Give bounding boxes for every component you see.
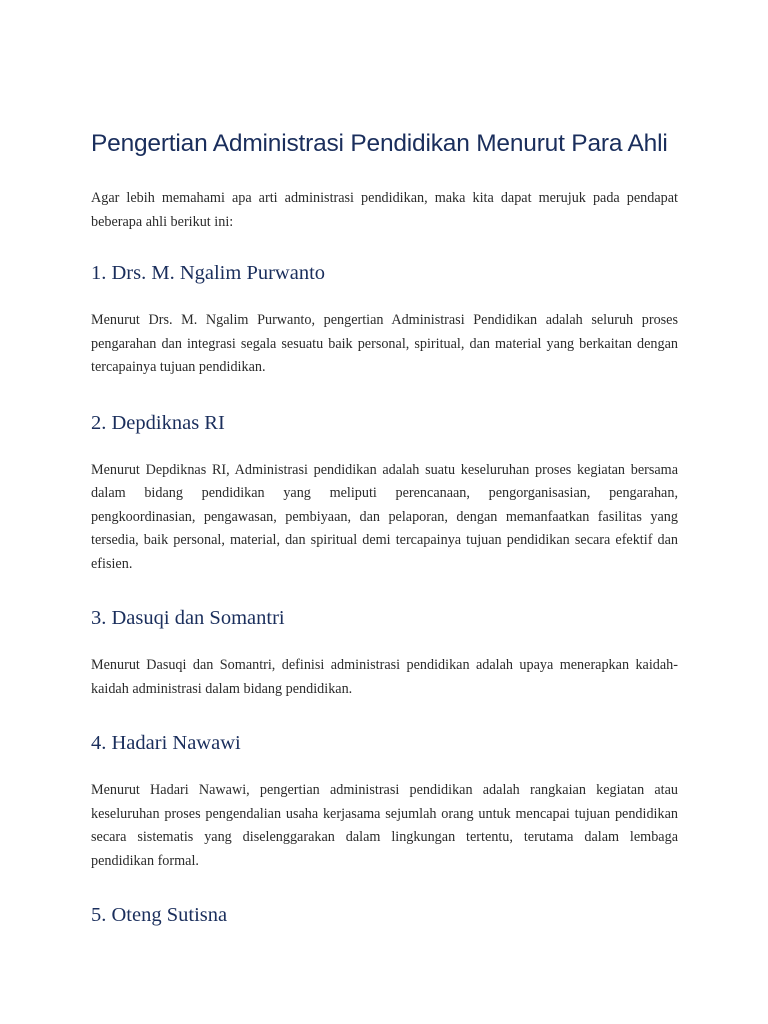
section-body-dasuqi-somantri: Menurut Dasuqi dan Somantri, definisi administrasi pendidikan adalah upaya menerapkan kaidah-kaidah administrasi dalam bidang pendidikan.	[91, 657, 678, 697]
section-body-purwanto: Menurut Drs. M. Ngalim Purwanto, pengertian Administrasi Pendidikan adalah seluruh proses pengarahan dan integrasi segala sesuatu baik personal, spiritual, dan material yang berkaitan dengan tercapainya tujuan pendidikan.	[91, 312, 678, 375]
intro-paragraph: Agar lebih memahami apa arti administrasi pendidikan, maka kita dapat merujuk pada pendapat beberapa ahli berikut ini:	[91, 190, 678, 230]
section-heading-sutisna: 5. Oteng Sutisna	[91, 904, 228, 926]
section-body-depdiknas: Menurut Depdiknas RI, Administrasi pendidikan adalah suatu keseluruhan proses kegiatan bersama dalam bidang pendidikan yang meliputi perencanaan, pengorganisasian, pengarahan, pengkoordinasian, pengawasan, pembiyaan, dan pelaporan, dengan memanfaatkan fasilitas yang tersedia, baik personal, material, dan spiritual demi tercapainya tujuan pendidikan secara efektif dan efisien.	[91, 461, 678, 572]
section-body-nawawi: Menurut Hadari Nawawi, pengertian administrasi pendidikan adalah rangkaian kegiatan atau keseluruhan proses pengendalian usaha kerjasama sejumlah orang untuk mencapai tujuan pendidikan secara sistematis yang diselenggarakan dalam lingkungan tertentu, terutama dalam lembaga pendidikan formal.	[91, 782, 678, 869]
section-heading-purwanto: 1. Drs. M. Ngalim Purwanto	[91, 262, 326, 284]
document-page	[91, 127, 678, 929]
section-heading-nawawi: 4. Hadari Nawawi	[91, 732, 241, 754]
page-title: Pengertian Administrasi Pendidikan Menurut Para Ahli	[91, 130, 668, 157]
section-heading-depdiknas: 2. Depdiknas RI	[91, 411, 225, 434]
section-heading-dasuqi-somantri: 3. Dasuqi dan Somantri	[91, 607, 285, 629]
